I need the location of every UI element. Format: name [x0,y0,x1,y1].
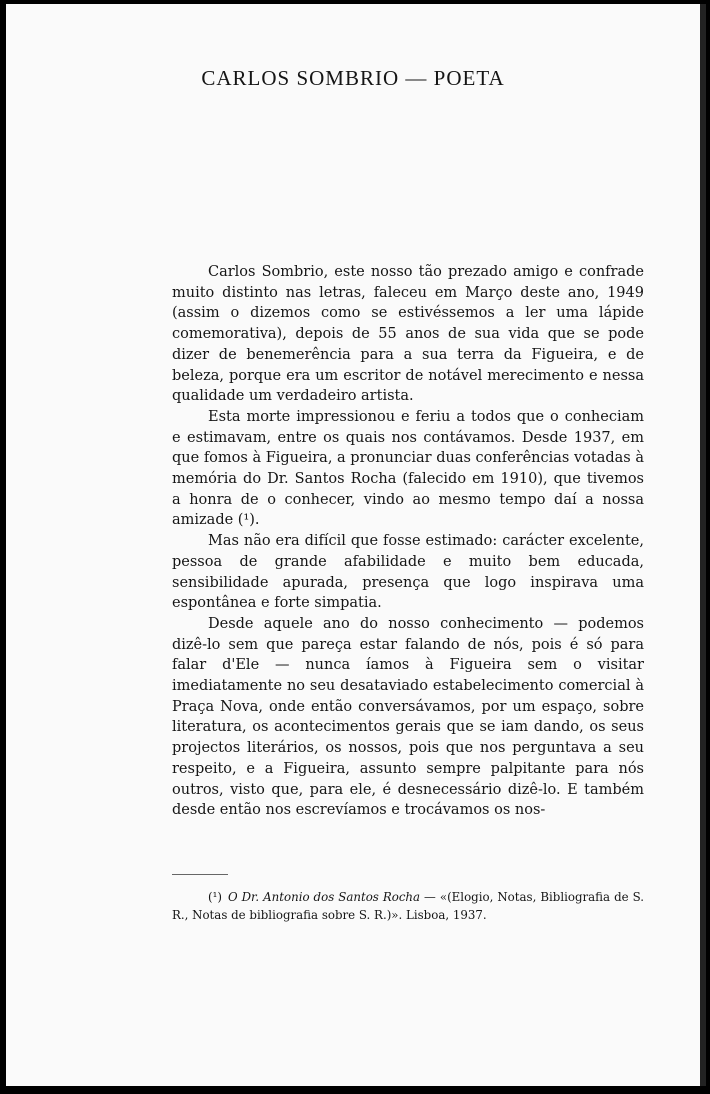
paragraph: Carlos Sombrio, este nosso tão prezado amigo e confrade muito distinto nas letras, faleceu em Março deste ano, 1949 (assim o dizemos como se estivéssemos a ler uma lápide comemorativa), depois de 55 anos de sua vida que se pode dizer de benemerência para a sua terra da Figueira, e de beleza, porque era um escritor de notável merecimento e nessa qualidade um verdadeiro artista. [172,264,644,405]
paragraph: Desde aquele ano do nosso conhecimento — podemos dizê-lo sem que pareça estar falando de nós, pois é só para falar d'Ele — nunca íamos à Figueira sem o visitar imediatamente no seu desataviado estabelecimento comercial à Praça Nova, onde então conversávamos, por um espaço, sobre literatura, os acontecimentos gerais que se iam dando, os seus projectos literários, os nossos, pois que nos perguntava a seu respeito, e a Figueira, assunto sempre palpitante para nós outros, visto que, para ele, é desnecessário dizê-lo. E também desde então nos escrevíamos e trocávamos os nos- [172,615,644,819]
page-title: CARLOS SOMBRIO — POETA [201,66,505,90]
footnote-author: O Dr. Antonio dos Santos Rocha — [227,890,436,904]
paragraph: Mas não era difícil que fosse estimado: carácter excelente, pessoa de grande afabilidade e muito bem educada, sensibilidade apurada, presença que logo inspirava uma espontânea e forte simpatia. [172,533,644,612]
book-page [6,4,706,1086]
paragraph: Esta morte impressionou e feriu a todos que o conheciam e estimavam, entre os quais nos contávamos. Desde 1937, em que fomos à Figueira, a pronunciar duas conferências votadas à memória do Dr. Santos Rocha (falecido em 1910), que tivemos a honra de o conhecer, vindo ao mesmo tempo daí a nossa amizade (¹). [172,408,644,529]
footnote-divider [172,874,228,875]
footnote-text: «(Elogio, Notas, Bibliografia de S. R., Notas de bibliografia sobre S. R.)». Lisboa, 1937. [172,890,645,922]
footnote [172,888,644,924]
footnote-marker: (¹) [208,890,222,904]
body-text [172,262,644,821]
